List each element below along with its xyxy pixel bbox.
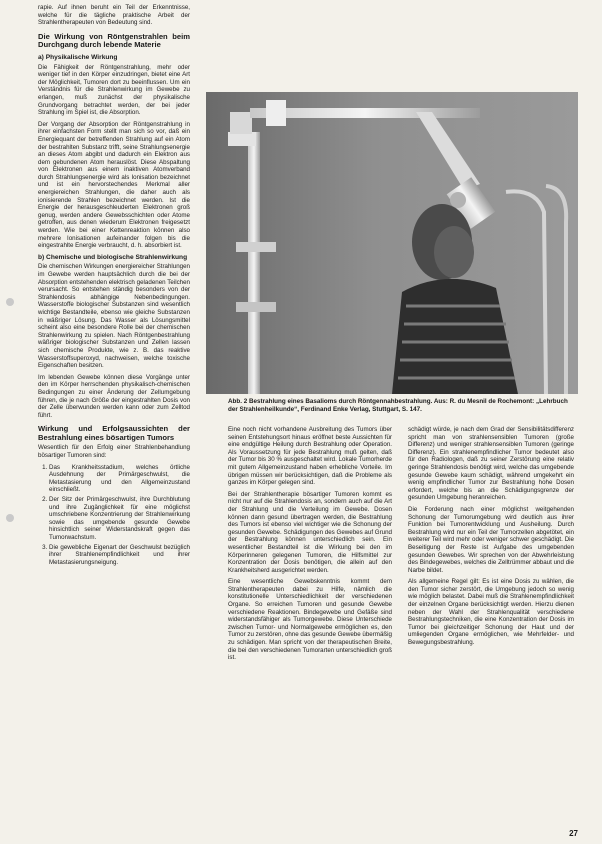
subheading-chemisch: b) Chemische und biologische Strahlenwirkung: [38, 253, 188, 261]
list-item: 1. Das Krankheitsstadium, welches örtliche Ausdehnung der Primärgeschwulst, die Metastasierung und den Allgemeinzustand einschließt.: [49, 464, 190, 494]
paragraph: Der Vorgang der Absorption der Röntgenstrahlung in ihrer einfachsten Form stellt man sich so vor, daß ein Energiequant der betreffenden Strahlung auf ein Atom der bestrahlten Substanz trifft, seine Strahlungsenergie an dieses Atom abgibt und dadurch ein Elektron aus dem gebundenen Atom herauslöst. Diese Abspaltung von Elektronen aus einem inaktiven Atomverband durch Strahlungsenergie wird als Ionisation bezeichnet und ist ein hervorstechendes Merkmal aller energiereichen Strahlungen, die daher auch als ionisierende Strahlen bezeichnet werden. Ist die Energie der herausgeschleuderten Elektronen groß genug, werden andere Gewebsschichten oder Atome getroffen, aus denen wiederum Elektronen freigesetzt werden. Wie bei einer Kettenreaktion können also mehrere Ionisationen aufeinander folgen bis die eingestrahlte Energie verbraucht, d. h. absorbiert ist.: [38, 120, 190, 250]
subheading-physikalisch: a) Physikalische Wirkung: [38, 53, 118, 61]
paragraph: Als allgemeine Regel gilt: Es ist eine Dosis zu wählen, die den Tumor sicher zerstört, die Umgebung jedoch so wenig wie möglich belastet. Dabei muß die Strahlenempfindlichkeit der einzelnen Organe berücksichtigt werden. Hierzu dienen neben der Wahl der Strahlenqualität verschiedene Bestrahlungstechniken, die eine Konzentration der Dosis im Tumor bei gleichzeitiger Schonung der Haut und der umliegenden Organe ermöglichen, wie Mehrfelder- und Bewegungsbestrahlung.: [408, 578, 574, 647]
section-heading-wirkung: Die Wirkung von Röntgenstrahlen beim Durchgang durch lebende Materie: [38, 31, 190, 50]
punch-hole: [6, 298, 14, 306]
left-text-column: [38, 4, 190, 569]
paragraph: Eine wesentliche Gewebskenntnis kommt dem Strahlentherapeuten dabei zu Hilfe, nämlich die konstitutionelle Unterschiedlichkeit der verschiedenen Organe. So erreichen Tumoren und gesunde Gewebe verschiedene Reaktionen. Bindegewebe und Gefäße sind widerstandsfähiger als Tumorgewebe. Diese Unterschiede zwischen Tumor- und Normalgewebe ermöglichen es, den Tumor zu zerstören, ohne das gesunde Gewebe übermäßig zu schädigen. Man spricht von der therapeutischen Breite, die bei den verschiedenen Tumorarten unterschiedlich groß ist.: [228, 578, 392, 662]
paragraph: schädigt würde, je nach dem Grad der Sensibilitätsdifferenz spricht man von strahlensensiblen Tumoren (große Differenz) und weniger strahlensensiblen Tumoren (geringe Differenz). Ein strahlenempfindlicher Tumor bedeutet also für den Radiologen, daß zu seiner Zerstörung eine relativ geringe Strahlendosis benötigt wird, welche das umgebende gesunde Gewebe kaum schädigt, während umgekehrt ein wenig empfindlicher Tumor zur Bestrahlung hohe Dosen erfordert, welche bis an die Schädigungsgrenze der gesunden Umgebung heranreichen.: [408, 426, 574, 502]
intro-paragraph: rapie. Auf ihnen beruht ein Teil der Erkenntnisse, welche für die tägliche praktische Arbeit der Strahlentherapeuten von Bedeutung sind.: [38, 4, 190, 27]
paragraph: Die Fähigkeit der Röntgenstrahlung, mehr oder weniger tief in den Körper einzudringen, bietet eine Art der Möglichkeit, Tumoren dort zu beeinflussen. Um ein Verständnis für die Strahlenwirkung im Gewebe zu erlangen, muß zunächst der physikalische Grundvorgang betrachtet werden, der bei jeder Strahlung im Spiel ist, die Absorption.: [38, 63, 190, 117]
paragraph: Eine noch nicht vorhandene Ausbreitung des Tumors über seinen Entstehungsort hinaus eröffnet beste Aussichten für eine endgültige Heilung durch Bestrahlung oder Operation. Als Voraussetzung für jede Bestrahlung muß gelten, daß der Tumor bis 30 % ausgeschaltet wird. Lokale Tumorherde mit gutem Allgemeinzustand haben erhebliche Vorteile. Im übrigen müssen wir berücksichtigen, daß die Probleme als ganzes im Körper gelegen sind.: [228, 426, 392, 487]
page-number: 27: [569, 829, 578, 838]
right-text-column: [408, 426, 574, 651]
section-heading-erfolg: Wirkung und Erfolgsaussichten der Bestrahlung eines bösartigen Tumors: [38, 424, 190, 442]
middle-text-column: [228, 426, 392, 666]
paragraph: Die chemischen Wirkungen energiereicher Strahlungen im Gewebe werden hauptsächlich durch die bei der Absorption entstehenden elektrisch geladenen Teilchen verursacht. So entstehen ständig besonders von der Strahlendosis abhängige Nebenbedingungen. Wasserstoffe biologischer Substanzen sind wesentlich wichtige Bestandteile, ebenso wie gleiche Substanzen in wäßriger Lösung. Das Wasser als Lösungsmittel scheint also eine besondere Rolle bei der chemischen Strahlenwirkung zu spielen. Nach Röntgenbestrahlung wäßriger biologischer Substanzen und Zellen lassen sich chemische Produkte, wie z. B. das reaktive Wasserstoffsuperoxyd, nachweisen, welche toxische Eigenschaften besitzen.: [38, 263, 190, 370]
punch-hole: [6, 514, 14, 522]
paragraph: Die Forderung nach einer möglichst weitgehenden Schonung der Tumorumgebung wird deutlich aus ihrer Funktion bei Tumorentwicklung und Ausheilung. Durch Bestrahlung wird nur ein Teil der Tumorzellen abgetötet, ein weiterer Teil wird mehr oder weniger schwer geschädigt. Die Beseitigung der Reste ist Aufgabe des umgebenden gesunden Gewebes. Wir sprechen von der Abwehrleistung des Bindegewebes, welches die Zelltrümmer abbaut und die Narbe bildet.: [408, 505, 574, 574]
paragraph: Im lebenden Gewebe können diese Vorgänge unter den im Körper herrschenden physikalisch-chemischen Bedingungen zu einer Änderung der Zellumgebung führen, die je nach Größe der eingestrahlten Dosis von der Zelle überwunden werden kann oder zum Zelltod führt.: [38, 373, 190, 419]
paragraph: Wesentlich für den Erfolg einer Strahlenbehandlung bösartiger Tumoren sind:: [38, 444, 190, 460]
list-item: 3. Die gewebliche Eigenart der Geschwulst bezüglich ihrer Strahlenempfindlichkeit und ihrer Metastasierungsneigung.: [49, 544, 190, 567]
numbered-list: [38, 464, 190, 567]
paragraph: Bei der Strahlentherapie bösartiger Tumoren kommt es nicht nur auf die Strahlendosis an, sondern auch auf die Art der Strahlung und die Verteilung im Gewebe. Dosen können dann gesund übertragen werden, die Bestrahlung des Tumors ist ebenso viel wichtiger wie die Schonung der gesunden Gewebe. Schädigungen des Gewebes auf Grund der Bestrahlung können unterschiedlich sein. Ein wesentlicher Bestandteil ist die Wirkung bei den im Körperinneren gelegenen Tumoren, die Hilfsmittel zur Konzentration der Dosis benötigen, die allein auf den Krankheitsherd ausgerichtet werden.: [228, 490, 392, 574]
figure-caption: Abb. 2 Bestrahlung eines Basalioms durch Röntgennahbestrahlung. Aus: R. du Mesnil de Rochemont: „Lehrbuch der Strahlenheilkunde“, Ferdinand Enke Verlag, Stuttgart, S. 147.: [228, 398, 568, 413]
list-item: 2. Der Sitz der Primärgeschwulst, ihre Durchblutung und ihre Zugänglichkeit für eine möglichst umschriebene Konzentrierung der Strahlenwirkung sowie das umgebende gesunde Gewebe hinsichtlich seiner Widerstandskraft gegen das Tumorwachstum.: [49, 496, 190, 542]
figure-photo-xray-apparatus: [206, 92, 578, 394]
xray-treatment-photo: [206, 92, 578, 394]
